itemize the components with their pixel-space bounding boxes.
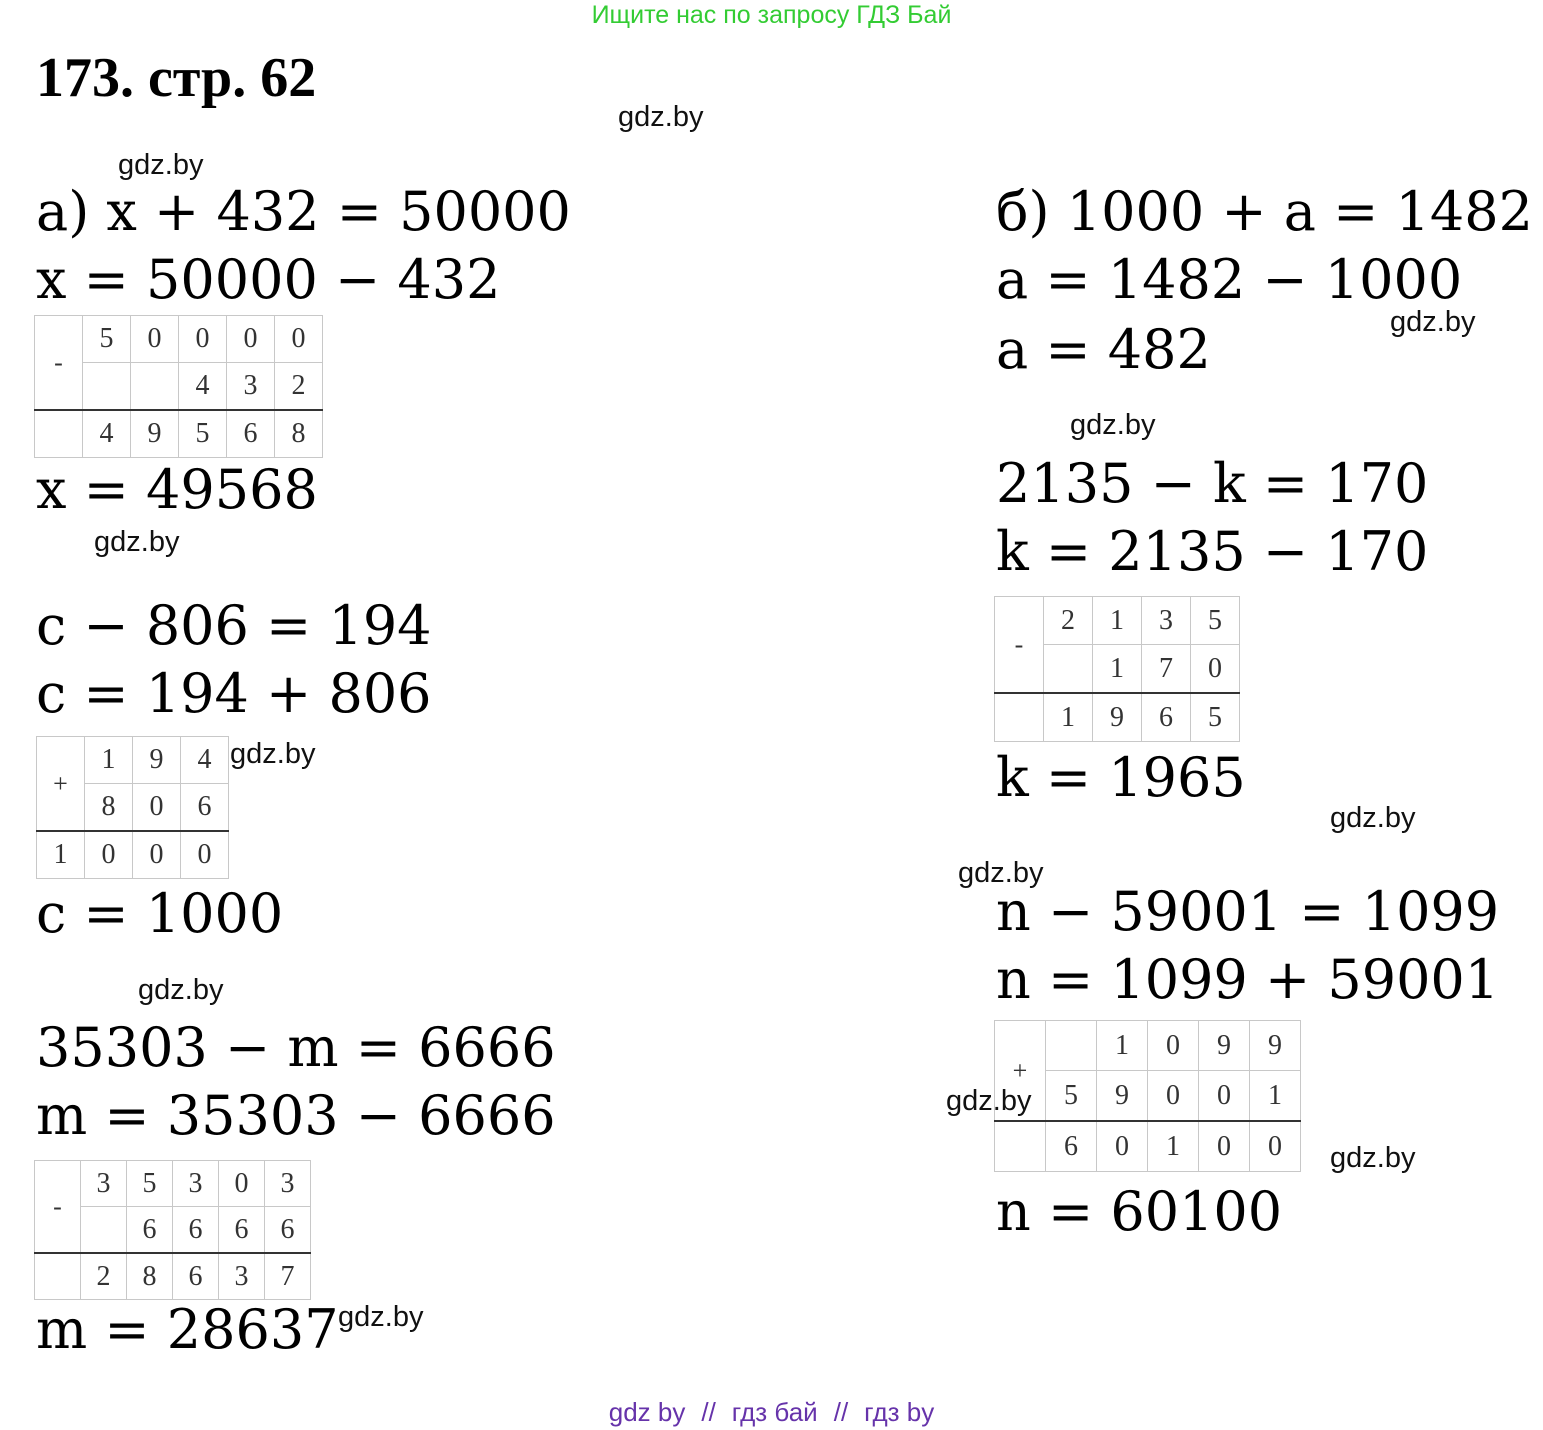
digit-cell: 2 <box>1044 597 1093 645</box>
column-addition-c <box>36 736 229 879</box>
calc-row <box>35 410 323 458</box>
watermark: gdz.by <box>1390 306 1476 338</box>
digit-cell: 9 <box>1199 1021 1250 1071</box>
watermark: gdz.by <box>946 1085 1032 1117</box>
digit-cell: 1 <box>1097 1021 1148 1071</box>
digit-cell <box>35 1253 81 1300</box>
footer-separator: // <box>701 1397 716 1427</box>
digit-cell: 5 <box>1191 693 1240 742</box>
digit-cell: 0 <box>219 1161 265 1207</box>
equation-n-step: n = 1099 + 59001 <box>996 948 1500 1011</box>
digit-cell: 6 <box>173 1253 219 1300</box>
watermark: gdz.by <box>1330 802 1416 834</box>
column-addition-n <box>994 1020 1301 1172</box>
digit-cell: 0 <box>1148 1021 1199 1071</box>
digit-cell: 4 <box>179 363 227 411</box>
digit-cell: 0 <box>1250 1121 1301 1172</box>
digit-cell: 0 <box>275 316 323 363</box>
digit-cell <box>995 693 1044 742</box>
digit-cell: 0 <box>1148 1071 1199 1122</box>
digit-cell: 8 <box>85 784 133 832</box>
answer-a: x = 49568 <box>36 458 318 521</box>
digit-cell: 5 <box>83 316 131 363</box>
answer-b: a = 482 <box>996 318 1211 381</box>
footer-link-gdz-by[interactable]: gdz by <box>608 1397 686 1427</box>
digit-cell: 2 <box>81 1253 127 1300</box>
equation-m-step: m = 35303 − 6666 <box>36 1084 556 1147</box>
footer-link-gdz-by-cyr[interactable]: гдз by <box>864 1397 935 1427</box>
digit-cell: 5 <box>127 1161 173 1207</box>
digit-cell <box>995 1121 1046 1172</box>
digit-cell: 9 <box>1250 1021 1301 1071</box>
search-banner: Ищите нас по запросу ГДЗ Бай <box>591 1 952 29</box>
digit-cell: 6 <box>127 1207 173 1254</box>
digit-cell: 6 <box>1142 693 1191 742</box>
calc-row <box>37 737 229 784</box>
digit-cell: 3 <box>227 363 275 411</box>
digit-cell: 1 <box>85 737 133 784</box>
digit-cell: 5 <box>179 410 227 458</box>
watermark: gdz.by <box>1070 409 1156 441</box>
digit-cell <box>35 410 83 458</box>
digit-cell: 3 <box>1142 597 1191 645</box>
digit-cell: 8 <box>127 1253 173 1300</box>
digit-cell: 4 <box>83 410 131 458</box>
digit-cell: 1 <box>1148 1121 1199 1172</box>
digit-cell: 1 <box>1093 597 1142 645</box>
calc-row <box>35 316 323 363</box>
digit-cell: 9 <box>131 410 179 458</box>
watermark: gdz.by <box>94 526 180 558</box>
digit-cell: 9 <box>1093 693 1142 742</box>
equation-n: n − 59001 = 1099 <box>996 880 1500 943</box>
digit-cell: 3 <box>265 1161 311 1207</box>
equation-k: 2135 − k = 170 <box>996 452 1429 515</box>
equation-a: а) x + 432 = 50000 <box>36 180 571 243</box>
footer-link-gdz-bai[interactable]: гдз бай <box>731 1397 818 1427</box>
operator-sign: - <box>35 316 83 411</box>
watermark: gdz.by <box>618 101 704 133</box>
digit-cell: 3 <box>173 1161 219 1207</box>
equation-b-step: a = 1482 − 1000 <box>996 248 1463 311</box>
digit-cell: 6 <box>181 784 229 832</box>
digit-cell: 0 <box>85 831 133 879</box>
digit-cell: 0 <box>1199 1071 1250 1122</box>
digit-cell: 8 <box>275 410 323 458</box>
digit-cell <box>83 363 131 411</box>
digit-cell: 0 <box>133 831 181 879</box>
answer-k: k = 1965 <box>996 746 1246 809</box>
operator-sign: + <box>37 737 85 832</box>
equation-b: б) 1000 + a = 1482 <box>996 180 1533 243</box>
digit-cell <box>1044 645 1093 694</box>
digit-cell: 5 <box>1191 597 1240 645</box>
digit-cell: 0 <box>181 831 229 879</box>
footer-links <box>0 1396 1543 1428</box>
operator-sign: - <box>35 1161 81 1254</box>
digit-cell: 6 <box>227 410 275 458</box>
watermark: gdz.by <box>958 857 1044 889</box>
calc-row <box>35 1161 311 1207</box>
watermark: gdz.by <box>338 1301 424 1333</box>
watermark: gdz.by <box>1330 1142 1416 1174</box>
digit-cell: 6 <box>173 1207 219 1254</box>
digit-cell: 0 <box>1097 1121 1148 1172</box>
digit-cell <box>131 363 179 411</box>
digit-cell: 1 <box>1044 693 1093 742</box>
digit-cell: 0 <box>179 316 227 363</box>
column-subtraction-a <box>34 315 323 458</box>
digit-cell: 1 <box>1250 1071 1301 1122</box>
answer-m: m = 28637 <box>36 1298 339 1361</box>
digit-cell <box>81 1207 127 1254</box>
digit-cell: 9 <box>1097 1071 1148 1122</box>
digit-cell: 3 <box>81 1161 127 1207</box>
digit-cell: 0 <box>133 784 181 832</box>
calc-row <box>995 597 1240 645</box>
digit-cell: 1 <box>37 831 85 879</box>
digit-cell: 9 <box>133 737 181 784</box>
digit-cell: 6 <box>219 1207 265 1254</box>
column-subtraction-k <box>994 596 1240 742</box>
watermark: gdz.by <box>138 974 224 1006</box>
calc-row <box>35 1253 311 1300</box>
digit-cell: 0 <box>131 316 179 363</box>
equation-c: c − 806 = 194 <box>36 594 432 657</box>
digit-cell: 0 <box>227 316 275 363</box>
digit-cell: 6 <box>265 1207 311 1254</box>
watermark: gdz.by <box>118 149 204 181</box>
digit-cell: 6 <box>1046 1121 1097 1172</box>
watermark: gdz.by <box>230 738 316 770</box>
digit-cell: 0 <box>1191 645 1240 694</box>
digit-cell: 4 <box>181 737 229 784</box>
footer-separator: // <box>833 1397 849 1427</box>
digit-cell: 7 <box>265 1253 311 1300</box>
answer-n: n = 60100 <box>996 1180 1283 1243</box>
answer-c: c = 1000 <box>36 882 284 945</box>
digit-cell: 5 <box>1046 1071 1097 1122</box>
operator-sign: + <box>995 1021 1046 1122</box>
calc-row <box>995 1121 1301 1172</box>
equation-c-step: c = 194 + 806 <box>36 662 432 725</box>
calc-row <box>37 831 229 879</box>
calc-row <box>995 693 1240 742</box>
digit-cell: 3 <box>219 1253 265 1300</box>
digit-cell: 7 <box>1142 645 1191 694</box>
equation-k-step: k = 2135 − 170 <box>996 520 1429 583</box>
digit-cell <box>1046 1021 1097 1071</box>
calc-row <box>995 1021 1301 1071</box>
equation-m: 35303 − m = 6666 <box>36 1016 556 1079</box>
operator-sign: - <box>995 597 1044 694</box>
digit-cell: 2 <box>275 363 323 411</box>
page-title: 173. стр. 62 <box>36 47 317 109</box>
column-subtraction-m <box>34 1160 311 1300</box>
equation-a-step: x = 50000 − 432 <box>36 248 501 311</box>
digit-cell: 1 <box>1093 645 1142 694</box>
digit-cell: 0 <box>1199 1121 1250 1172</box>
